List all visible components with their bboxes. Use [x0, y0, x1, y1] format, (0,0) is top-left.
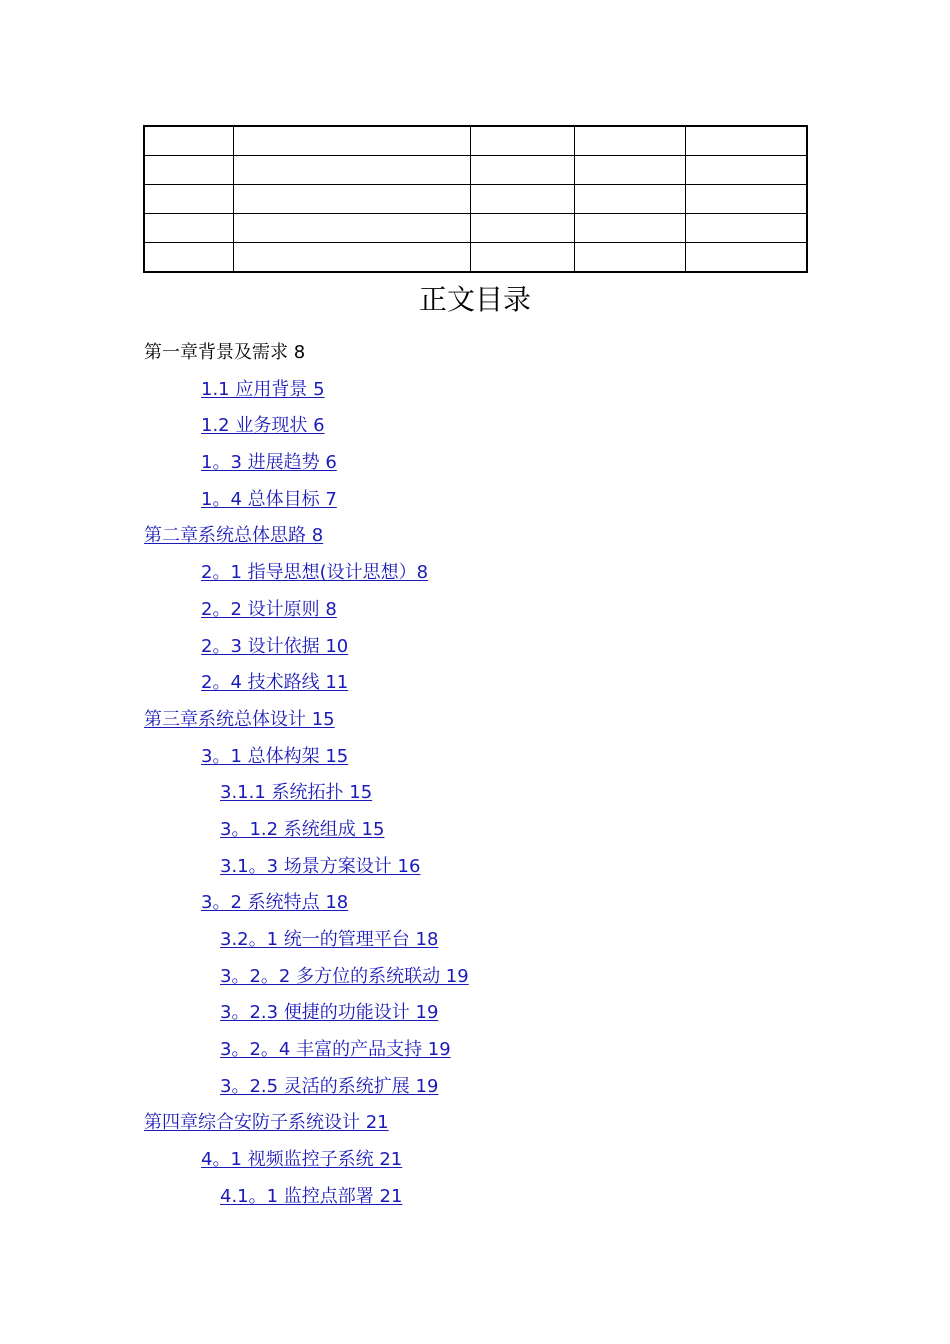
toc-link[interactable]: 3。2 系统特点 18: [201, 892, 349, 914]
table-cell: [144, 243, 233, 273]
toc-link[interactable]: 1.2 业务现状 6: [201, 415, 325, 437]
toc-item: [0, 1074, 950, 1111]
toc-item: [0, 927, 950, 964]
toc-link[interactable]: 第二章系统总体思路 8: [144, 525, 324, 547]
table-cell: [471, 185, 574, 214]
table-cell: [471, 243, 574, 273]
toc-link[interactable]: 3.2。1 统一的管理平台 18: [220, 929, 439, 950]
toc-item: [0, 377, 950, 414]
table-row: [144, 185, 807, 214]
table-cell: [233, 156, 471, 185]
toc-item: [0, 707, 950, 744]
toc-item: [0, 340, 950, 377]
header-table-body: [144, 126, 807, 272]
toc-item: [0, 597, 950, 634]
toc-item: [0, 854, 950, 891]
toc-link[interactable]: 3。2。4 丰富的产品支持 19: [220, 1039, 451, 1061]
table-row: [144, 214, 807, 243]
table-cell: [686, 156, 807, 185]
toc-link[interactable]: 1。4 总体目标 7: [201, 488, 337, 510]
table-cell: [574, 243, 685, 273]
toc-item: [0, 487, 950, 524]
toc-item: [0, 744, 950, 781]
table-cell: [471, 156, 574, 185]
toc-item: [0, 670, 950, 707]
toc-link[interactable]: 4.1。1 监控点部署 21: [220, 1185, 403, 1207]
table-cell: [574, 126, 685, 156]
toc-item: [0, 817, 950, 854]
toc-link[interactable]: 第四章综合安防子系统设计 21: [144, 1112, 389, 1134]
table-cell: [471, 214, 574, 243]
toc-item: [0, 964, 950, 1001]
toc-item: [0, 1147, 950, 1184]
toc-link[interactable]: 1.1 应用背景 5: [201, 378, 325, 400]
table-cell: [686, 243, 807, 273]
toc-link[interactable]: 2。2 设计原则 8: [201, 598, 337, 620]
toc-link[interactable]: 3。2。2 多方位的系统联动 19: [220, 965, 469, 987]
toc-item: [0, 634, 950, 671]
table-cell: [233, 243, 471, 273]
table-cell: [574, 156, 685, 185]
table-row: [144, 243, 807, 273]
toc-item: [0, 890, 950, 927]
table-cell: [686, 185, 807, 214]
toc-item: [0, 1000, 950, 1037]
table-cell: [574, 214, 685, 243]
toc-item: [0, 560, 950, 597]
table-cell: [686, 214, 807, 243]
toc-link[interactable]: 3.1.1 系统拓扑 15: [220, 782, 373, 804]
toc-link[interactable]: 4。1 视频监控子系统 21: [201, 1149, 403, 1171]
toc-item: [0, 1184, 950, 1221]
toc-link[interactable]: 2。4 技术路线 11: [201, 672, 349, 694]
toc-link[interactable]: 2。1 指导思想(设计思想）8: [201, 562, 429, 584]
toc-link[interactable]: 3。1.2 系统组成 15: [220, 818, 385, 840]
table-cell: [471, 126, 574, 156]
toc-item: [0, 523, 950, 560]
table-cell: [144, 214, 233, 243]
table-row: [144, 126, 807, 156]
toc-link[interactable]: 2。3 设计依据 10: [201, 635, 349, 657]
toc-link[interactable]: 1。3 进展趋势 6: [201, 452, 337, 474]
toc-link[interactable]: 3。2.5 灵活的系统扩展 19: [220, 1075, 439, 1097]
table-cell: [144, 185, 233, 214]
table-cell: [233, 185, 471, 214]
toc-item: [0, 780, 950, 817]
toc-link[interactable]: 第三章系统总体设计 15: [144, 708, 335, 730]
table-cell: [574, 185, 685, 214]
toc-item: [0, 413, 950, 450]
header-table: [143, 125, 808, 273]
table-row: [144, 156, 807, 185]
toc-link[interactable]: 3。1 总体构架 15: [201, 745, 349, 767]
toc-link[interactable]: 3.1。3 场景方案设计 16: [220, 855, 421, 877]
table-of-contents: [0, 340, 950, 1221]
table-cell: [233, 126, 471, 156]
toc-item: [0, 450, 950, 487]
table-cell: [233, 214, 471, 243]
toc-item: [0, 1110, 950, 1147]
toc-entry: 第一章背景及需求 8: [144, 342, 306, 363]
toc-link[interactable]: 3。2.3 便捷的功能设计 19: [220, 1002, 439, 1024]
table-cell: [686, 126, 807, 156]
table-cell: [144, 126, 233, 156]
table-cell: [144, 156, 233, 185]
page-title: 正文目录: [418, 283, 531, 316]
toc-item: [0, 1037, 950, 1074]
